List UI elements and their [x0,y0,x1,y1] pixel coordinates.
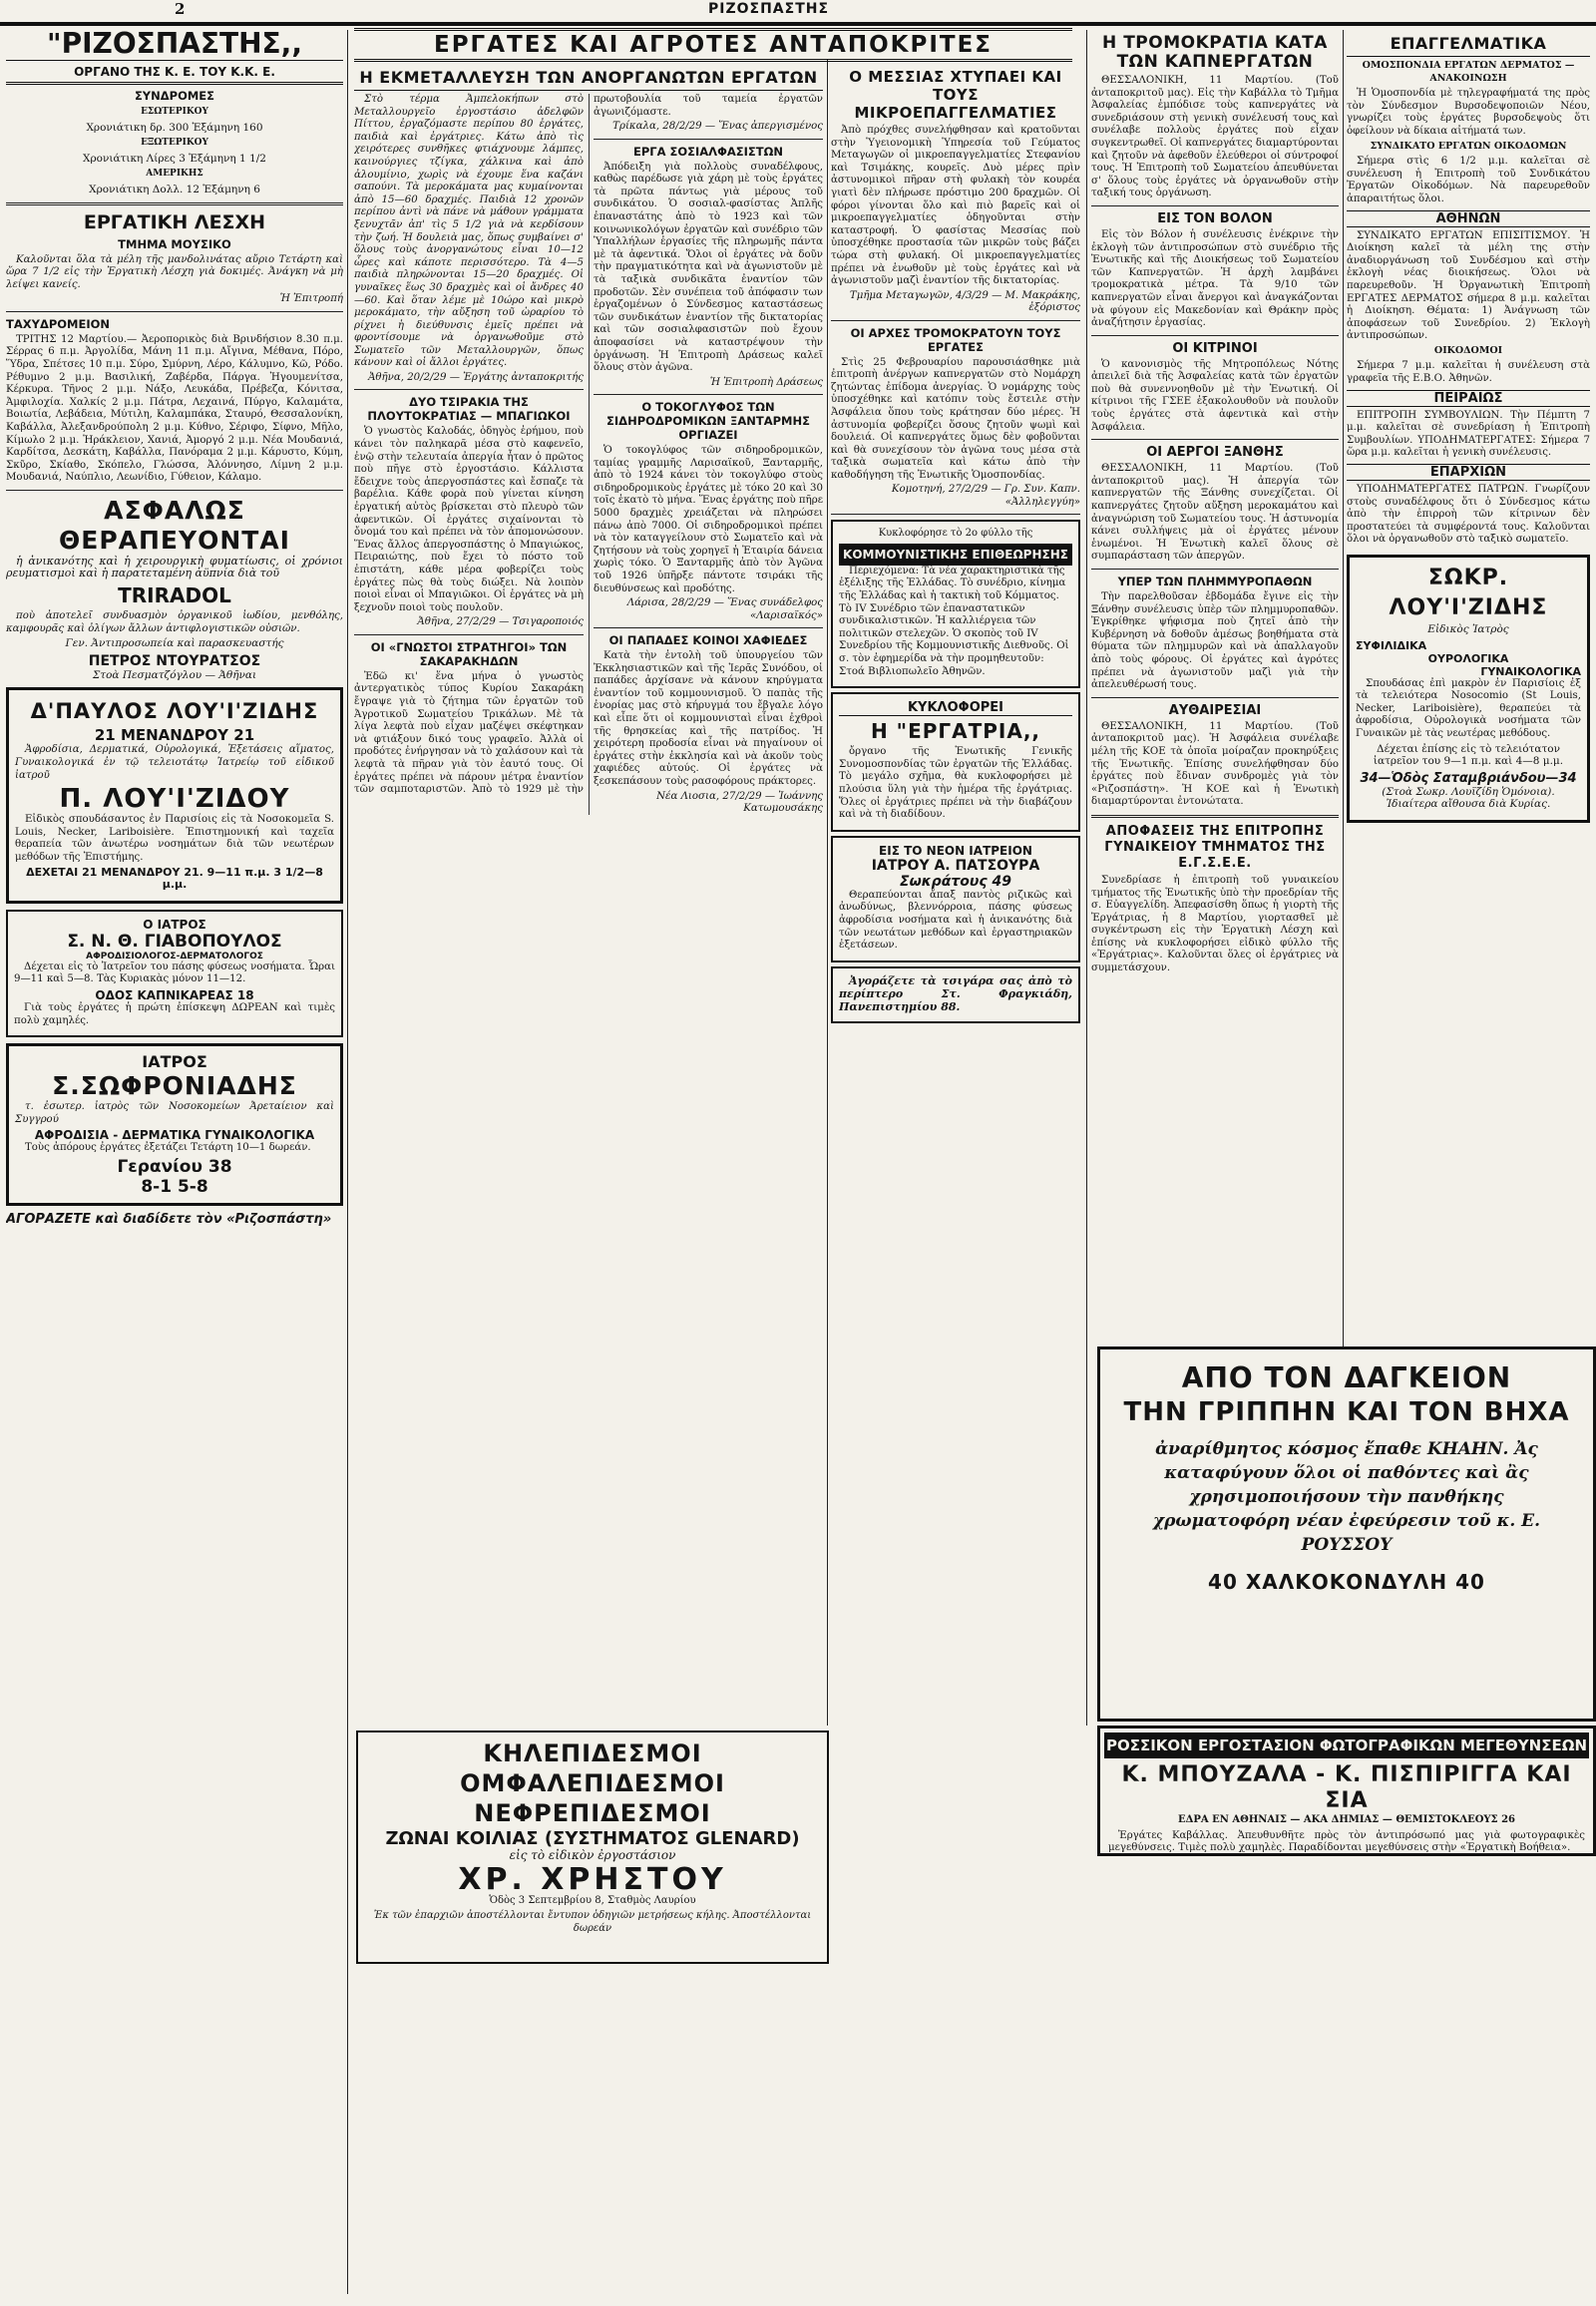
divider [1091,569,1339,570]
ad-tsigara [831,966,1080,1023]
ad-triradol-title: ΑΣΦΑΛΩΣ ΘΕΡΑΠΕΥΟΝΤΑΙ [59,495,290,555]
top-rule [0,0,1596,26]
ad-louizidou-hours: ΔΕΧΕΤΑΙ 21 ΜΕΝΑΝΔΡΟΥ 21. 9—11 π.μ. 3 1/2—8 μ.μ. [26,865,323,892]
kuk-title: Η "ΕΡΓΑΤΡΙΑ,, [870,719,1041,744]
lesxi-title: ΕΡΓΑΤΙΚΗ ΛΕΣΧΗ [83,210,266,233]
ad-christou-l3: ΝΕΦΡΕΠΙΔΕΣΜΟΙ [474,1799,711,1827]
column-rule [1086,30,1087,1726]
ad-sokr-spec: Εἰδικὸς Ἰατρὸς [1427,623,1509,635]
ad-kommounistiki-epitheorisi [831,520,1080,688]
ad-sokr-spec: ΟΥΡΟΛΟΓΙΚΑ [1427,651,1509,665]
article-heading: ΕΡΓΑ ΣΟΣΙΑΛΦΑΣΙΣΤΩΝ [633,144,783,159]
ad-sofroniadis-spec: ΑΦΡΟΔΙΣΙΑ - ΔΕΡΜΑΤΙΚΑ ΓΥΝΑΙΚΟΛΟΓΙΚΑ [34,1128,315,1143]
ad-dagkeion-l1: ΑΠΟ ΤΟΝ ΔΑΓΚΕΙΟΝ [1181,1361,1512,1394]
ad-triradol-brand: TRIRADOL [118,583,231,608]
ad-giavopoulos-addr: ΟΔΟΣ ΚΑΠΝΙΚΑΡΕΑΣ 18 [95,987,254,1002]
article-heading: ΔΥΟ ΤΣΙΡΑΚΙΑ ΤΗΣ ΠΛΟΥΤΟΚΡΑΤΙΑΣ — ΜΠΑΓΙΩΚΟΙ [367,395,571,424]
ad-giavopoulos-text: Δέχεται εἰς τὸ Ἰατρεῖον του πάσης φύσεως νοσήματα. Ὧραι 9—11 καὶ 5—8. Τὰς Κυριακὰς μόνον 11—12. [14,961,335,985]
divider [6,311,343,312]
ad-sokr-text: Σπουδάσας ἐπὶ μακρὸν ἐν Παρισίοις ἐξ τὰ τελειότερα Nosocomio (St Louis, Necker, Lariboisière), θεραπεύει τὰ ἀφροδίσια, Οὐρολογικὰ νοσήματα τῶν Γυναικῶν μὲ τὰς νεωτέρας μεθόδους. [1356,677,1581,739]
article-signature: Τμῆμα Μεταγωγῶν, 4/3/29 — Μ. Μακράκης, ἐξόριστος [849,289,1080,314]
article-heading: ΑΠΟΦΑΣΕΙΣ ΤΗΣ ΕΠΙΤΡΟΠΗΣ ΓΥΝΑΙΚΕΙΟΥ ΤΜΗΜΑΤΟΣ ΤΗΣ Ε.Γ.Σ.Ε.Ε. [1104,823,1326,871]
ad-sokr-louizidis [1347,555,1590,823]
article-text: ΘΕΣΣΑΛΟΝΙΚΗ, 11 Μαρτίου. (Τοῦ ἀνταποκριτοῦ μας). Εἰς τὴν Καβάλλα τὸ Τμῆμα Ἀσφαλείας ἐμπόδισε τοὺς καπνεργάτες νὰ συνεδριάσουν στὴ γενικὴ συνέλευσή τους καὶ συνέλαβε πολλοὺς ἐργάτες ποὺ εἶχαν συγκεντρωθεῖ. Οἱ καπνεργάτες διαμαρτύρονται καὶ ζητοῦν νὰ ἀφεθοῦν ἐλεύθεροι οἱ σύντροφοί τους. Ἡ Ἐπιτροπὴ τοῦ Σωματείου ἀπευθύνεται σ' ὅλους τοὺς ἐργάτες νὰ ὀργανωθοῦν στὴν ταξική τους ὀργάνωση. [1091,75,1339,199]
divider [1091,335,1339,336]
ad-louizidou [6,687,343,903]
lesxi-signature: Ἡ Ἐπιτροπή [279,293,343,305]
ad-ergatria [831,692,1080,832]
ad-patsoura [831,836,1080,962]
subscriptions-heading: ΣΥΝΔΡΟΜΕΣ [134,89,215,103]
section-banner-title: ΕΡΓΑΤΕΣ ΚΑΙ ΑΓΡΟΤΕΣ ΑΝΤΑΠΟΚΡΙΤΕΣ [433,32,993,58]
ad-sofroniadis [6,1043,343,1206]
ad-sokr-spec: ΣΥΦΙΛΙΔΙΚΑ [1356,638,1427,652]
article-text: Ἀπόδειξη γιὰ πολλοὺς συναδέλφους, καθὼς παρέδωσε γιὰ χάρη μὲ τοὺς ἐργάτες τὰ πρῶτα πάντως γιὰ μέρους τοῦ συνδικάτου. Ὁ σοσιαλ-φασίστας Ἀπλῆς ἐπαναστάτης ἀπὸ τὸ 1923 καὶ τῶν κοινωνικολόγων ἐργατῶν καὶ συνέδριο τῶν Ὑπαλλήλων ἐργασίες τῆς πληρωμῆς πάντα μὲ τὰ ἀφεντικά. Ὅλοι οἱ ἐργάτες νὰ δοῦν τὴν πραγματικότητα καὶ νὰ ἀγωνιστοῦν μὲ τὰ ταξικὰ συνδικᾶτα ἐναντίον τῶν προδοτῶν. Σὲν συνέπεια τοῦ ἀπόφασιν των ἐργαζομένων ὁ Σύνδεσμος καταστάσεως τῶν συνδικάτων ἐναντίον τῆς δικτατορίας καὶ τῶν σοσιαλφασιστῶν ποὺ ἔχουν ἀποφασίσει νὰ καταστρέψουν τὴν ὀργάνωση. Ἡ Ἐπιτροπὴ Δράσεως καλεῖ ὅλους στὸν ἀγῶνα. [594,161,823,374]
ad-rossikon [1097,1726,1596,1856]
divider [354,634,584,635]
ad-sokr-name: ΣΩΚΡ. ΛΟΥ'Ι'ΖΙΔΗΣ [1389,566,1548,620]
ad-sokr-text3: (Στοὰ Σωκρ. Λουϊζίδη Ὁμόνοια). Ἰδιαίτερα αἴθουσα διὰ Κυρίας. [1382,785,1555,811]
article-heading: ΑΥΘΑΙΡΕΣΙΑΙ [1168,702,1262,718]
ad-christou [356,1730,829,1964]
ad-rossikon-l3: ΕΔΡΑ ΕΝ ΑΘΗΝΑΙΣ — ΑΚΑ ΔΗΜΙΑΣ — ΘΕΜΙΣΤΟΚΛΕΟΥΣ 26 [1177,1814,1516,1825]
article-signature: Τρίκαλα, 28/2/29 — Ἕνας ἀπεργισμένος [612,121,823,133]
notice-text: ΕΠΙΤΡΟΠΗ ΣΥΜΒΟΥΛΙΩΝ. Τὴν Πέμπτη 7 μ.μ. καλεῖται σὲ συνεδρίαση ἡ Ἐπιτροπὴ Συμβουλίων. ΥΠΟΔΗΜΑΤΕΡΓΑΤΕΣ: Σήμερα 7 ὥρα μ.μ. καλεῖται ἡ γενικὴ συνέλευσις. [1347,409,1590,459]
article-text: Στὶς 25 Φεβρουαρίου παρουσιάσθηκε μιὰ ἐπιτροπὴ ἀνέργων καπνεργατῶν στὸ Νομάρχη ζητώντας ἐπίδομα ἀνεργίας. Ὁ νομάρχης τοὺς ὑποσχέθηκε καὶ κατόπιν τοὺς ἔστειλε στὴν Ἀσφάλεια ὅπου τοὺς κράτησαν δύο μέρες. Ἡ ἀστυνομία φοβερίζει ὅσους ζητοῦν ψωμὶ καὶ δουλειά. Οἱ καπνεργάτες ὅμως δὲν φοβοῦνται καὶ θὰ συνεχίσουν τὸν ἀγῶνα τους μέσα στὰ ταξικὰ σωματεῖα καὶ κάτω ἀπὸ τὴν καθοδήγηση τῆς Ἐνωτικῆς Ὁμοσπονδίας. [831,356,1080,481]
column-middle [831,62,1080,1728]
running-masthead: ΡΙΖΟΣΠΑΣΤΗΣ [708,1,830,17]
subs-line: Χρονιάτικη Δολλ. 12 Ἑξάμηνη 6 [89,183,260,195]
ad-rossikon-l1: ΡΟΣΣΙΚΟΝ ΕΡΓΟΣΤΑΣΙΟΝ ΦΩΤΟΓΡΑΦΙΚΩΝ ΜΕΓΕΘΥΝΣΕΩΝ [1104,1732,1589,1758]
post-heading: ΤΑΧΥΔΡΟΜΕΙΟΝ [6,316,111,331]
ad-triradol-dep: Γεν. Ἀντιπροσωπεία καὶ παρασκευαστής [65,637,284,650]
article-text: Ὁ κανονισμὸς τῆς Μητροπόλεως Νότης ἀπειλεῖ διὰ τῆς Ἀσφαλείας κατὰ τῶν ἐργατῶν ποὺ θὰ συνεννοηθοῦν μὲ τὴν Ἑνωτική. Οἱ κίτρινοι τῆς ΓΣΕΕ ἐξακολουθοῦν νὰ πουλοῦν τοὺς ἐργάτες στὰ ἀφεντικὰ καὶ στὴν Ἀσφάλεια. [1091,358,1339,433]
ad-sofroniadis-addr: Γερανίου 38 [117,1156,232,1177]
notice-text: Σήμερα 7 μ.μ. καλεῖται ἡ συνέλευση στὰ γραφεῖα τῆς Ε.Β.Ο. Ἀθηνῶν. [1347,360,1590,385]
ad-sokr-spec: ΓΥΝΑΙΚΟΛΟΓΙΚΑ [1480,664,1581,678]
lesxi-subtitle: ΤΜΗΜΑ ΜΟΥΣΙΚΟ [118,236,231,251]
kom-title: ΚΟΜΜΟΥΝΙΣΤΙΚΗΣ ΕΠΙΘΕΩΡΗΣΗΣ [839,544,1072,566]
lesxi-text: Καλοῦνται ὅλα τὰ μέλη τῆς μανδολινάτας αὔριο Τετάρτη καὶ ὥρα 7 1/2 εἰς τὴν Ἐργατικὴ Λέσχη γιὰ δοκιμές. Ἀνάγκη νὰ μὴ λείψει κανείς. [6,253,343,290]
ad-triradol-text2: ποὺ ἀποτελεῖ συνδυασμὸν ὀργανικοῦ ἰωδίου, μενθόλης, καμφουρᾶς καὶ ὀλίγων ἄλλων ἀντιφλογιστικῶν οὐσιῶν. [6,610,343,634]
kom-text: Περιεχόμενα: Τὰ νέα χαρακτηριστικὰ τῆς ἐξέλιξης τῆς Ἑλλάδας. Τὸ συνέδριο, κίνημα τῆς Ἑλλάδας καὶ ἡ τακτικὴ τοῦ Κόμματος. Τὸ IV Συνέδριο τῶν ἐπαναστατικῶν συνδικαλιστικῶν. Ἡ καλλιέργεια τῶν πολιτικῶν στελεχῶν. Ὁ σκοπὸς τοῦ ΙV Συνεδρίου τῆς Κομμουνιστικῆς Διεθνοῦς. Οἱ σ. τὸν ἐφημερίδα νὰ τὴν προμηθευτοῦν: Στοά Βιβλιοπωλεῖο Ἀθηνῶν. [839,565,1069,677]
article-text: ΘΕΣΣΑΛΟΝΙΚΗ, 11 Μαρτίου. (Τοῦ ἀνταποκριτοῦ μας). Ἡ Ἀσφάλεια συνέλαβε μέλη τῆς ΚΟΕ τὰ ὁποῖα μοίραζαν προκηρύξεις τῆς Ἑνωτικῆς. Ἐπίσης συνελήφθησαν δύο ἐργάτες ποὺ ἔδιναν συνδρομὲς γιὰ τὸν «Ριζοσπάστη». Ἡ ΚΟΕ καὶ ἡ Ἑνωτικὴ διαμαρτύρονται ἐντονώτατα. [1091,720,1339,808]
ad-christou-l5: εἰς τὸ εἰδικὸν ἐργοστάσιον [509,1848,676,1862]
article-heading: ΕΠΑΓΓΕΛΜΑΤΙΚΑ [1347,34,1590,57]
ad-rossikon-l4: Ἐργάτες Καβάλλας. Ἀπευθυνθῆτε πρὸς τὸν ἀντιπρόσωπό μας γιὰ φωτογραφικὲς μεγεθύνσεις. Τιμὲς πολὺ χαμηλὲς. Παραδίδονται μεγεθύνσεις στὴν «Ἐργατικὴ Βοήθεια». [1108,1829,1585,1854]
notice-text: Σήμερα στὶς 6 1/2 μ.μ. καλεῖται σὲ συνέλευση ἡ Ἐπιτροπὴ τοῦ Συνδικάτου Ἐργατῶν Οἰκοδόμων. Νὰ παρευρεθοῦν ἀπαραιτήτως ὅλοι. [1347,156,1590,204]
ad-sofroniadis-text2: Τοὺς ἀπόρους ἐργάτες ἐξετάζει Τετάρτη 10—1 δωρεάν. [25,1142,311,1154]
article-text: Ἐδῶ κι' ἕνα μήνα ὁ γνωστὸς ἀντεργατικὸς τύπος Κυρίου Σακαράκη ἔγραψε γιὰ τὸ ζήτημα τῶν ἐργατῶν τοῦ Ἀγροτικοῦ Σωματείου Τρικάλων. Μὲ τὰ λίγα λεφτὰ ποὺ εἶχαν μαζέψει σκέφτηκαν νὰ φτιάξουν δικό τους γραφεῖο. Ἀλλὰ οἱ προδότες ἐνήργησαν νὰ τὸ χαλάσουν καὶ τὰ λεφτὰ τὰ πῆραν γιὰ τὸν ἑαυτό τους. Οἱ ἐργάτες πρέπει νὰ πάρουν μέτρα ἐναντίον τῶν σαμποταριστῶν. Ἀπὸ τὸ 1929 μὲ τὴν πρωτοβουλία τοῦ ταμεία ἐργατῶν ἀγωνιζόμαστε. [354,94,823,796]
ad-christou-l6: ΧΡ. ΧΡΗΣΤΟΥ [458,1861,727,1897]
kuk-text: ὄργανο τῆς Ἑνωτικῆς Γενικῆς Συνομοσπονδίας τῶν ἐργατῶν τῆς Ἑλλάδας. Τὸ μεγάλο σχῆμα, θὰ κυκλοφορήσει μὲ πλούσια ὕλη γιὰ τὴν ἡμέρα τῆς ἐργάτριας. Ὅλες οἱ ἐργάτριες πρέπει νὰ τὴν διαβάζουν καὶ νὰ τὴ διαδίδουν. [839,746,1072,821]
article-columns [354,94,823,815]
divider [594,627,823,628]
notice-section: ΕΠΑΡΧΙΩΝ [1347,464,1590,481]
article-text: Στὸ τέρμα Ἀμπελοκήπων στὸ Μεταλλουργεῖο ἐργοστάσιο ἀδελφῶν Πίττου, ἐργαζόμαστε περίπου 80 ἐργάτες, παιδιὰ καὶ ἐργάτριες. Κάτω ἀπὸ τὶς χειρότερες συνθῆκες φτιάχνουμε λάμπες, καινούργιες τζίγκα, χάλκινα καὶ ἀπὸ ἀλουμίνιο, χωρὶς νὰ έχουμε ἕνα καζάνι σαπούνι. Τὰ μεροκάματα μας κυμαίνονται ἀπὸ 15—60 δραχμές. Παιδιὰ 12 χρονῶν περίπου ἀντὶ νὰ πάνε νὰ μάθουν γράμματα ξενυχτᾶν ἀπ' τὶς 5 1/2 γιὰ νὰ κερδίσουν τὴν ζωή. Ἡ δουλειὰ μας, ὅπως συμβαίνει σ' ὅλους τοὺς ἀνοργανώτους εἶναι 10—12 ὧρες καὶ κάποτε περισσότερο. Τὰ 4—5 παιδιὰ πληρώνονται 15—20 δραχμές. Οἱ γυναῖκες ἕως 30 δραχμὲς καὶ οἱ ἄνδρες 40—60. Καὶ ὅταν λέμε μὲ 10ώρο καὶ μικρὸ μεροκάματο, τὴν αὔξηση τοῦ ὡραρίου τὸ ρίχνει ἡ διεύθυνσις ἐμεῖς πρέπει νὰ φροντίσουμε νὰ ὀργανωθοῦμε στὸ Σωματεῖο τῶν Μεταλλουργῶν, ὅπως κάνουν καὶ οἱ ἄλλοι ἐργάτες. [354,94,584,369]
ad-triradol-addr: Στοὰ Πεσματζόγλου — Ἀθῆναι [92,668,257,681]
subs-line: Χρονιάτικη Λίρες 3 Ἑξάμηνη 1 1/2 [83,152,266,165]
article-signature: Ἀθῆνα, 20/2/29 — Ἐργάτης ἀνταποκριτής [368,372,584,384]
article-heading: Ο ΜΕΣΣΙΑΣ ΧΤΥΠΑΕΙ ΚΑΙ ΤΟΥΣ ΜΙΚΡΟΕΠΑΓΓΕΛΜΑΤΙΕΣ [849,68,1062,122]
divider [594,139,823,140]
divider [594,394,823,395]
article-heading: ΟΙ ΑΡΧΕΣ ΤΡΟΜΟΚΡΑΤΟΥΝ ΤΟΥΣ ΕΡΓΑΤΕΣ [850,325,1061,354]
ad-sofroniadis-head: ΙΑΤΡΟΣ [142,1052,207,1072]
notice-text: ΥΠΟΔΗΜΑΤΕΡΓΑΤΕΣ ΠΑΤΡΩΝ. Γνωρίζουν στοὺς συναδέλφους ὅτι ὁ Σύνδεσμος κάτω ἀπὸ τὴν ἐπιρροὴ τῶν κίτρινων δὲν προστατεύει τὰ συμφέροντά τους. Καλοῦνται ὅλοι νὰ ὀργανωθοῦν στὸ ταξικὸ σωματεῖο. [1347,484,1590,546]
ad-christou-l1: ΚΗΛΕΠΙΔΕΣΜΟΙ [483,1739,702,1767]
divider [1091,439,1339,440]
column-reports [354,62,823,1728]
ad-triradol-text: ἡ ἀνικανότης καὶ ἡ χειρουργικὴ φυματίωσις, οἱ χρόνιοι ρευματισμοὶ καὶ ἡ παρατεταμένη ἀϋπνία διὰ τοῦ [6,554,343,580]
paper-title: "ΡΙΖΟΣΠΑΣΤΗΣ,, [6,28,343,61]
notice-heading: ΣΥΝΔΙΚΑΤΟ ΕΡΓΑΤΩΝ ΟΙΚΟΔΟΜΩΝ [1370,140,1567,152]
article-heading: ΥΠΕΡ ΤΩΝ ΠΛΗΜΜΥΡΟΠΑΘΩΝ [1117,575,1313,588]
column-rule [827,60,828,1726]
article-text: Συνεδρίασε ἡ ἐπιτροπὴ τοῦ γυναικείου τμήματος τῆς Ἑνωτικῆς ὑπὸ τὴν προεδρίαν τῆς σ. Εὐαγγελίδη. Ἀπεφασίσθη ὅπως ἡ γιορτὴ τῆς Ἐργάτριας, ἡ 8 Μαρτίου, γιορτασθεῖ μὲ συγκέντρωση εἰς τὴν Ἐργατικὴ Λέσχη καὶ ἐπίσης νὰ κυκλοφορήσει εἰδικὸ φύλλο τῆς «Ἐργάτριας». Καλοῦνται ὅλες οἱ ἐργάτριες νὰ συμμετάσχουν. [1091,874,1339,974]
article-heading: Ο ΤΟΚΟΓΛΥΦΟΣ ΤΩΝ ΣΙΔΗΡΟΔΡΟΜΙΚΩΝ ΞΑΝΤΑΡΜΗΣ ΟΡΓΙΑΖΕΙ [606,400,810,443]
article-text: Εἰς τὸν Βόλον ἡ συνέλευσις ἐνέκρινε τὴν ἐκλογὴ τῶν ἀντιπροσώπων στὸ συνέδριο τῆς Ἑνωτικῆς καὶ τῆς Διοικήσεως τοῦ Σωματείου τῶν Καπνεργατῶν. Ἡ ἀρχὴ λαμβάνει τρομοκρατικὰ μέτρα. Τὰ 9/10 τῶν καπνεργατῶν εἶναι ἄνεργοι καὶ ἀναγκάζονται νὰ φύγουν εἰς Μακεδονίαν καὶ Θράκην πρὸς ἀναζήτησιν ἐργασίας. [1091,228,1339,329]
buy-rizospastis: ΑΓΟΡΑΖΕΤΕ καὶ διαδίδετε τὸν «Ριζοσπάστη» [6,1211,332,1227]
ad-louizidou-text: Ἀφροδίσια, Δερματικά, Οὐρολογικά, Ἐξετάσεις αἵματος, Γυναικολογικά ἐν τῷ τελειοτάτῳ Ἰατρείῳ τοῦ εἰδικοῦ ἰατροῦ [15,744,334,781]
ad-rossikon-l2: Κ. ΜΠΟΥΖΑΛΑ - Κ. ΠΙΣΠΙΡΙΓΓΑ ΚΑΙ ΣΙΑ [1121,1762,1572,1813]
divider [1091,205,1339,206]
paper-subtitle: ΟΡΓΑΝΟ ΤΗΣ Κ. Ε. ΤΟΥ Κ.Κ. Ε. [6,65,343,85]
ad-sofroniadis-text: τ. ἐσωτερ. ἰατρὸς τῶν Νοσοκομείων Ἀρεταίειον καὶ Συγγρού [15,1101,334,1125]
divider [831,514,1080,515]
article-heading: ΟΙ ΚΙΤΡΙΝΟΙ [1172,340,1258,356]
subs-line: ΑΜΕΡΙΚΗΣ [146,169,203,180]
post-text: ΤΡΙΤΗΣ 12 Μαρτίου.— Ἀεροπορικὸς διὰ Βρινδήσιον 8.30 π.μ. Σέρρας 6 π.μ. Ἀργολίδα, Μάνη 11 π.μ. Αἴγινα, Μέθανα, Πόρο, Ὕδρα, Σπέτσες 10 π.μ. Σύρο, Σμύρνη, Λέρο, Κάλυμνο, Κῶ, Ρόδο. Ρέθυμνο 2 μ.μ. Βασιλική, Ζαβέρδα, Πάργα. Ἠγουμενίτσα, Κέρκυρα. Τῆνος 2 μ.μ. Νάξο, Λευκάδα, Πρέβεζα, Κόνιτσα, Ἀμφιλοχία. Χαλκίς 2 μ.μ. Πάτρα, Λεχαινά, Πύργο, Καλαμάτα, Βοιωτία, Λεβάδεια, Μύτιλη, Καλαμπάκα, Σταυρό, Θεσσαλονίκη, Καβάλλα, Ἀλεξανδρούπολη 2 μ.μ. Κύθνο, Σέριφο, Σίφνο, Μῆλο, Κίμωλο 2 μ.μ. Ἡράκλειον, Χανιά, Ἀμοργό 2 μ.μ. Νέα Μουδανιά, Καρδίτσα, Δεσκάτη, Καβάλλα, Πανόραμα 2 μ.μ. Κάρυστο, Κύμη, Σκῦρο, Σκίαθο, Σκόπελο, Γλώσσα, Ἀλόννησο, Λίμνη 2 μ.μ. Μουδανιά, Ναύπλιο, Λεωνίδιο, Γύθειον, Κάλαμο. [6,333,343,484]
article-text: Ὁ τοκογλύφος τῶν σιδηροδρομικῶν, ταμίας γραμμῆς Λαρισαϊκοῦ, Ξανταρμῆς, ἀπὸ τὸ 1924 κάνει τὸν τοκογλύφο στοὺς σιδηροδρομικοὺς ἐργάτες μὲ τόκο 20 καὶ 30 τοῖς ἑκατὸ τὸ μήνα. Ἕνας ἐργάτης ποὺ πῆρε 5000 δραχμὲς χρειάζεται νὰ πληρώσει πάνω ἀπὸ 7000. Οἱ σιδηροδρομικοὶ πρέπει νὰ τὸν καταγγείλουν στὸ Σωματεῖο καὶ νὰ ζητήσουν νὰ τοὺς χορηγεῖ ἡ Ἑταιρία δάνεια χωρὶς τόκο. Ὁ Ξανταρμῆς ἀπὸ τὸν Ἀγῶνα τοῦ 1926 ὑπῆρξε πάντοτε τσιράκι τῆς διευθύνσεως καὶ προδότης. [594,445,823,594]
notice-text: Ἡ Ὁμοσπονδία μὲ τηλεγραφήματά της πρὸς τὸν Σύνδεσμον Βυρσοδεψοποιῶν Νέου, γνωρίζει τοὺς ἐργάτες βυρσοδεψοὺς ὅτι ὀφείλουν νὰ δίκαια αἰτήματά των. [1347,88,1590,137]
subs-line: ΕΞΩΤΕΡΙΚΟΥ [141,138,208,149]
divider [6,490,343,491]
ad-christou-l7: Ὁδὸς 3 Σεπτεμβρίου 8, Σταθμὸς Λαυρίου [489,1894,696,1906]
ad-christou-l2: ΟΜΦΑΛΕΠΙΔΕΣΜΟΙ [460,1769,725,1797]
subs-line: Χρονιάτικη δρ. 300 Ἑξάμηνη 160 [86,121,263,134]
divider [1091,815,1339,818]
notice-heading: ΟΜΟΣΠΟΝΔΙΑ ΕΡΓΑΤΩΝ ΔΕΡΜΑΤΟΣ — ΑΝΑΚΟΙΝΩΣΗ [1362,60,1575,84]
ad-louizidou-text2: Εἰδικὸς σπουδάσαντος ἐν Παρισίοις εἰς τὰ Νοσοκομεῖα S. Louis, Necker, Lariboisière. Ἐπιστημονική καὶ ταχεῖα θεραπεία τῶν ἀνωτέρω νοσημάτων διὰ τῶν νεωτέρων μεθόδων τῆς Ἐπιστήμης. [15,814,334,863]
section-banner [354,28,1072,62]
ad-dagkeion-l3: ἀναρίθμητος κόσμος ἔπαθε ΚΗΑΗΝ. Ἀς καταφύγουν ὅλοι οἱ παθόντες καὶ ἂς χρησιμοποιήσουν τὴν πανθήκης χρωματοφόρη νέαν ἐφεύρεσιν τοῦ κ. Ε. ΡΟΥΣΣΟΥ [1152,1439,1541,1555]
article-signature: Νέα Λιοσια, 27/2/29 — Ἰωάννης Κατωμουσάκης [656,790,823,814]
ad-christou-l4: ΖΩΝΑΙ ΚΟΙΛΙΑΣ (ΣΥΣΤΗΜΑΤΟΣ GLENARD) [385,1828,800,1849]
article-signature: Ἀθῆνα, 27/2/29 — Τσιγαροποιός [417,616,584,628]
ad-triradol [6,496,343,682]
article-heading: ΟΙ ΠΑΠΑΔΕΣ ΚΟΙΝΟΙ ΧΑΦΙΕΔΕΣ [608,633,808,648]
ad-giavopoulos-spec: ΑΦΡΟΔΙΣΙΟΛΟΓΟΣ-ΔΕΡΜΑΤΟΛΟΓΟΣ [86,951,263,961]
article-text: Τὴν παρελθοῦσαν ἑβδομάδα ἔγινε εἰς τὴν Ξάνθην συνέλευσις ὑπὲρ τῶν πλημμυροπαθῶν. Ἐγκρίθηκε ψήφισμα ποὺ ζητεῖ ἀπὸ τὴν Κυβέρνηση νὰ δοθοῦν ἀμέσως βοηθήματα στὰ θύματα τῶν πλημμυρῶν καὶ νὰ ἀπαλλαγοῦν ἀπὸ τοὺς φόρους. Οἱ ἐργάτες καὶ ἀγρότες πρέπει νὰ ἀγωνιστοῦν μαζὶ γιὰ τὴν ἀπελευθέρωσή τους. [1091,591,1339,691]
notice-heading: ΟΙΚΟΔΟΜΟΙ [1433,344,1503,356]
ad-sokr-addr: 34—Ὁδὸς Σαταμβριάνδου—34 [1360,770,1577,786]
ad-dagkeion-l4: 40 ΧΑΛΚΟΚΟΝΔΥΛΗ 40 [1208,1570,1485,1594]
ad-giavopoulos-name: Σ. Ν. Θ. ΓΙΑΒΟΠΟΥΛΟΣ [67,931,282,952]
article-signature: Κομοτηνή, 27/2/29 — Γρ. Συν. Καπν. «Ἀλληλεγγύη» [891,484,1080,508]
column-left [6,28,343,2302]
ad-sofroniadis-hours: 8-1 5-8 [141,1176,208,1197]
column-rule [347,30,348,2294]
page-number: 2 [175,0,186,18]
ad-dagkeion [1097,1346,1596,1722]
article-signature: Λάρισα, 28/2/29 — Ἕνας συνάδελφος «Λαρισαϊκός» [626,597,823,621]
article-heading: Η ΤΡΟΜΟΚΡΑΤΙΑ ΚΑΤΑ ΤΩΝ ΚΑΠΝΕΡΓΑΤΩΝ [1102,33,1328,72]
pats-name: ΙΑΤΡΟΥ Α. ΠΑΤΣΟΥΡΑ [871,857,1040,874]
ad-triradol-name: ΠΕΤΡΟΣ ΝΤΟΥΡΑΤΣΟΣ [88,652,261,669]
article-text: Ἀπὸ πρόχθες συνελήφθησαν καὶ κρατοῦνται στὴν Ὑγειονομικὴ Ὑπηρεσία τοῦ Γεύματος Μεταγωγῶν οἱ μικροεπαγγελματίες Στεφανίου καὶ Τσιμάκης, κουρεῖς. Δυὸ μέρες πρὶν ἀστυνομικοὶ πῆραν στὴ φυλακὴ τὸν κουρέα γιατὶ δὲν πλήρωσε πρόστιμο 200 δραχμῶν. Οἱ φόροι γίνονται ὅλο καὶ πιὸ βαρεῖς καὶ οἱ μικροεπαγγελματίες ὁδηγοῦνται στὴν καταστροφή. Ὁ φασίστας Μεσσίας ποὺ ὑποσχέθηκε προστασία τῶν μικρῶν τοὺς βάζει τώρα στὴ φυλακή. Οἱ μικροεπαγγελματίες πρέπει νὰ ἑνωθοῦν μὲ τοὺς ἐργάτες καὶ νὰ ἀγωνιστοῦν μαζὶ ἐναντίον τῆς δικτατορίας. [831,125,1080,287]
divider [1091,697,1339,698]
article-heading: Η ΕΚΜΕΤΑΛΛΕΥΣΗ ΤΩΝ ΑΝΟΡΓΑΝΩΤΩΝ ΕΡΓΑΤΩΝ [354,68,823,91]
notice-section: ΑΘΗΝΩΝ [1347,210,1590,227]
ad-dagkeion-l2: ΤΗΝ ΓΡΙΠΠΗΝ ΚΑΙ ΤΟΝ ΒΗΧΑ [1123,1397,1570,1427]
article-heading: ΕΙΣ ΤΟΝ ΒΟΛΟΝ [1157,210,1273,226]
divider [831,320,1080,321]
ad-sofroniadis-name: Σ.ΣΩΦΡΟΝΙΑΔΗΣ [52,1071,297,1101]
article-text: Ὁ γνωστὸς Καλοδάς, ὁδηγὸς ἐρήμου, ποὺ κάνει τὸν παληκαρᾶ μέσα στὸ καφενεῖο, ἐνῷ στὴν τελευταία ἀπεργία ἦταν ὁ πρῶτος ποὺ πῆγε στὸ ἐργοστάσιο. Κάλλιστα ἔδειχνε τοὺς ἀπεργοσπάστες καὶ ἔσπαζε τὰ βαρέλια. Κάθε φορὰ ποὺ γίνεται κίνηση ἐργατική αὐτὸς βρίσκεται στὸ πλευρὸ τῶν ἀφεντικῶν. Οἱ ἐργάτες σιχαίνονται τὸ ὄνομά του καὶ πρέπει νὰ τὸν ἀπομονώσουν. Ἕνας ἄλλος ἀπεργοσπάστης ὁ Μπαγιώκος, Πειραιώτης, ποὺ ἔχει τὸ πόστο τοῦ ἐπιστάτη, κάθε μέρα φοβερίζει τοὺς ἐργάτες πὼς θὰ τοὺς διώξει. Νὰ λοιπὸν ποιοὶ εἶναι οἱ Μπαγιῶκοι. Οἱ ἐργάτες νὰ μὴ ξεχνοῦν ποιοὶ τοὺς πουλοῦν. [354,426,584,613]
ad-louizidou-addr: 21 ΜΕΝΑΝΔΡΟΥ 21 [94,726,255,745]
notice-text: ΣΥΝΔΙΚΑΤΟ ΕΡΓΑΤΩΝ ΕΠΙΣΙΤΙΣΜΟΥ. Ἡ Διοίκηση καλεῖ τὰ μέλη της στὴν ἀναδιοργάνωση τοῦ Συνδέσμου καὶ στὴν ἐκλογὴ νέας διοικήσεως. Ὁλοι νὰ παρευρεθοῦν. Ἡ Ὀργανωτικὴ Ἐπιτροπὴ ΕΡΓΑΤΕΣ ΔΕΡΜΑΤΟΣ σήμερα 8 μ.μ. καλεῖται ἡ Διοίκηση. Θέματα: 1) Ἀνάγνωση τῶν ἀποφάσεων τοῦ Συνεδρίου. 2) Ἐκλογὴ ἀντιπροσώπων. [1347,229,1590,342]
ad-giavopoulos [6,910,343,1037]
tsig-text: Ἀγοράζετε τὰ τσιγάρα σας ἀπὸ τὸ περίπτερο Στ. Φραγκιάδη, Πανεπιστημίου 88. [839,973,1072,1013]
ad-giavopoulos-free: Γιὰ τοὺς ἐργάτες ἡ πρώτη ἐπίσκεψη ΔΩΡΕΑΝ καὶ τιμὲς πολὺ χαμηλές. [14,1001,335,1026]
pats-addr: Σωκράτους 49 [900,873,1011,890]
article-signature: Ἡ Ἐπιτροπὴ Δράσεως [709,376,823,388]
divider [354,389,584,390]
subs-line: ΕΣΩΤΕΡΙΚΟΥ [141,107,208,117]
ad-sokr-text2: Δέχεται ἐπίσης εἰς τὸ τελειότατον ἰατρεῖον του 9—1 π.μ. καὶ 4—8 μ.μ. [1373,742,1564,768]
article-text: ΘΕΣΣΑΛΟΝΙΚΗ, 11 Μαρτίου. (Τοῦ ἀνταποκριτοῦ μας). Ἡ ἀπεργία τῶν καπνεργατῶν τῆς Ξάνθης συνεχίζεται. Οἱ καπνεργάτες ζητοῦν αὔξηση μεροκαμάτου καὶ ἀναγνώριση τοῦ Σωματείου τους. Ἡ ἀστυνομία κάνει συλλήψεις μὰ οἱ ἐργάτες μένουν ἑνωμένοι. Ἡ Ἑνωτικὴ καλεῖ ὅλους σὲ συμπαράσταση τῶν ἀπεργῶν. [1091,463,1339,563]
column-professional [1347,28,1590,1335]
ad-giavopoulos-head: Ο ΙΑΤΡΟΣ [143,917,206,932]
article-heading: ΟΙ ΑΕΡΓΟΙ ΞΑΝΘΗΣ [1146,445,1284,461]
ad-christou-l8: Ἐκ τῶν ἐπαρχιῶν ἀποστέλλονται ἔντυπον ὁδηγιῶν μετρήσεως κήλης. Ἀποστέλλονται δωρεάν [373,1910,812,1934]
column-rule [1343,30,1344,1346]
ad-louizidou-name: Π. ΛΟΥ'Ι'ΖΙΔΟΥ [59,784,290,815]
kom-head: Κυκλοφόρησε τὸ 2ο φύλλο τῆς [878,528,1033,540]
article-text: Κατὰ τὴν ἐντολὴ τοῦ ὑπουργείου τῶν Ἐκκλησιαστικῶν καὶ τῆς Ἱερᾶς Συνόδου, οἱ παπάδες ἀρχίσανε νὰ κάνουν κηρύγματα ἐναντίον τοῦ κομμουνισμοῦ. Ὁ παπὰς τῆς ἐνορίας μας στὸ κήρυγμά του ἔβγαλε λόγο καὶ εἶπε ὅτι οἱ κομμουνισταὶ εἶναι ἐχθροὶ τῆς θρησκείας καὶ τῆς πατρίδος. Ἡ χειρότερη προδοσία εἶναι νὰ πηγαίνουν οἱ ἐργάτες στὴν ἐκκλησία καὶ νὰ ἀκοῦν τοὺς χαφιέδες αὐτούς. Οἱ ἐργάτες νὰ ξεσκεπάσουν τοὺς ρασοφόρους πράκτορες. [594,650,823,787]
divider [6,202,343,205]
notice-section: ΠΕΙΡΑΙΩΣ [1347,390,1590,407]
article-heading: ΟΙ «ΓΝΩΣΤΟΙ ΣΤΡΑΤΗΓΟΙ» ΤΩΝ ΣΑΚΑΡΑΚΗΔΩΝ [370,639,568,668]
kuk-head: ΚΥΚΛΟΦΟΡΕΙ [839,700,1072,716]
pats-text: Θεραπεύονται ἄπαξ παντὸς ριζικῶς καὶ ἀνωδύνως, βλεννόρροια, πάσης φύσεως ἀφροδίσια νοσήματα καὶ ἡ ἀνικανότης διὰ τῶν νεωτάτων μεθόδων καὶ ἐργαστηριακῶν ἐξετάσεων. [839,889,1072,952]
ad-louizidou-title: Δ'ΠΑΥΛΟΣ ΛΟΥ'Ι'ΖΙΔΗΣ [30,699,319,724]
pats-head: ΕΙΣ ΤΟ ΝΕΟΝ ΙΑΤΡΕΙΟΝ [879,843,1032,858]
